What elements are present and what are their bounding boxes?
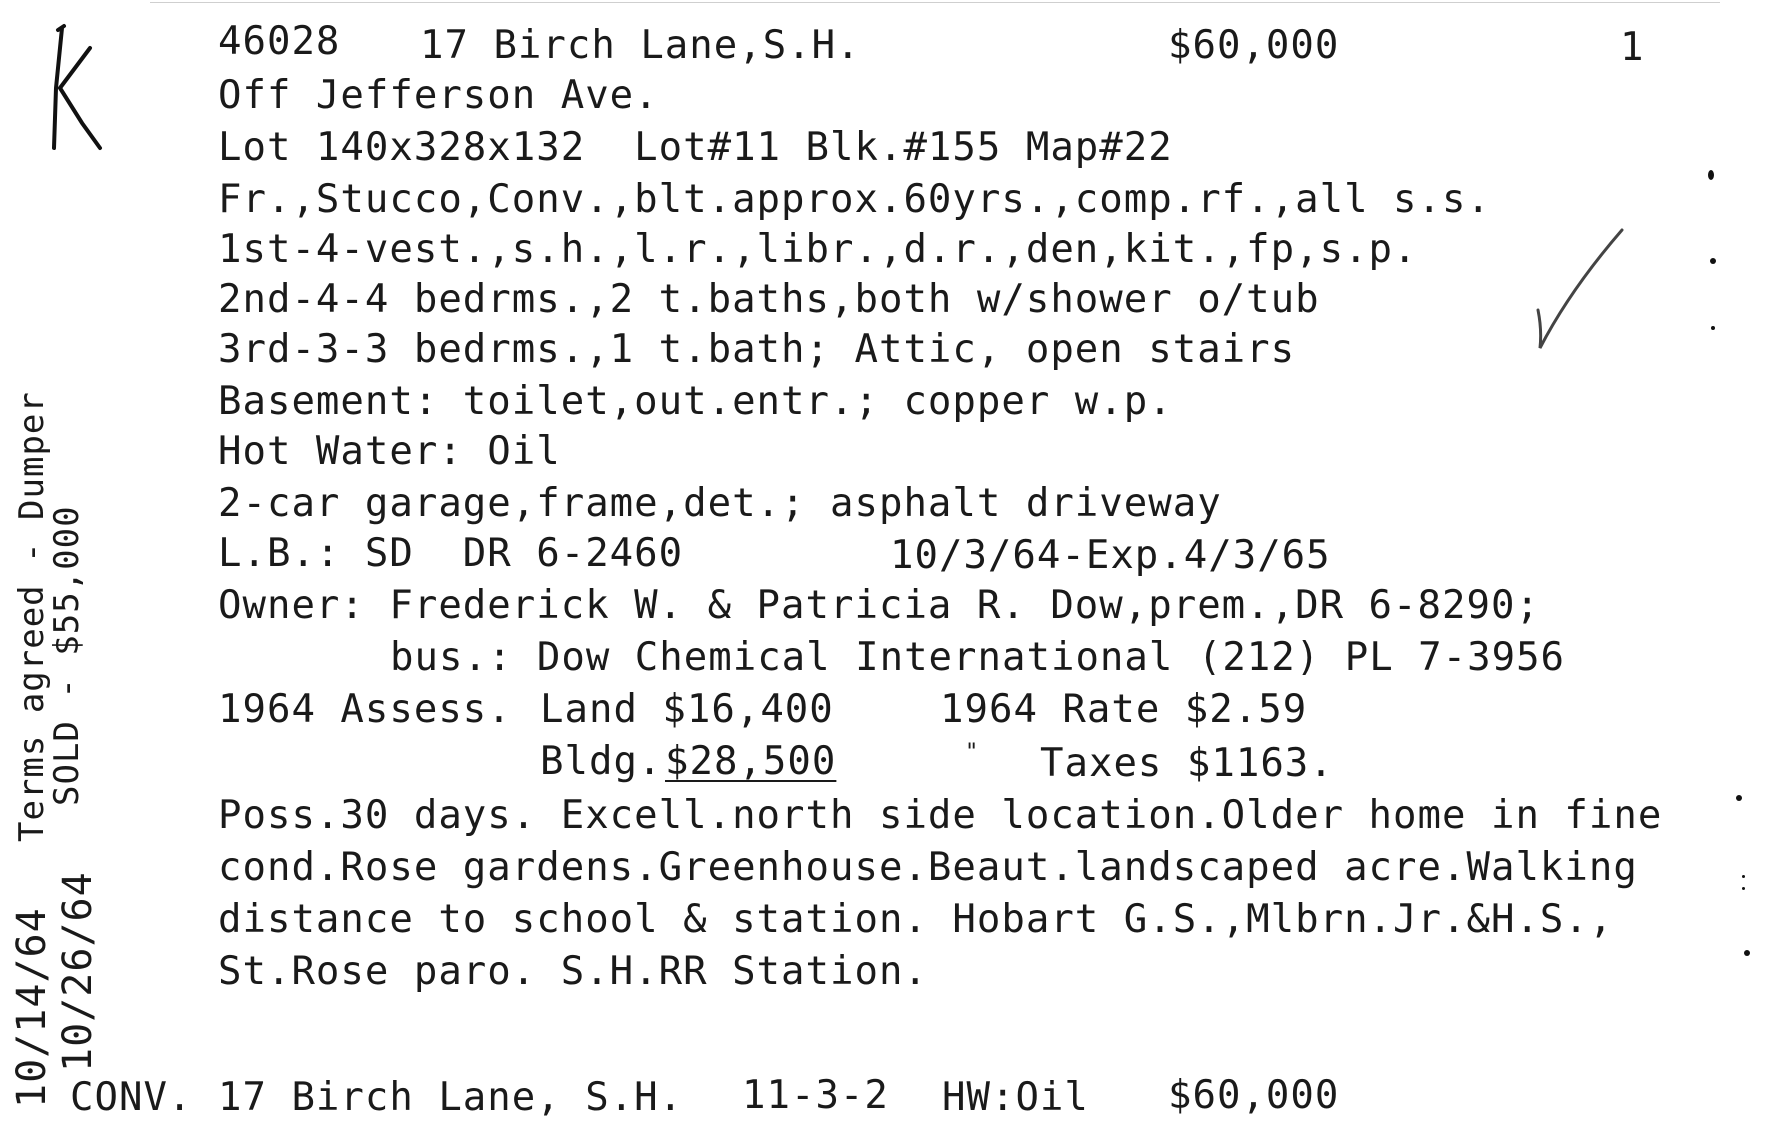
detail-line-second-floor: 2nd-4-4 bedrms.,2 t.baths,both w/shower o/tub (218, 277, 1320, 322)
check-mark-icon (1520, 220, 1630, 360)
footer-type: CONV. (70, 1075, 193, 1120)
owner-business: bus.: Dow Chemical International (212) PL 7-3956 (390, 635, 1566, 680)
listing-number: 46028 (218, 19, 341, 64)
remarks-line: cond.Rose gardens.Greenhouse.Beaut.landscaped acre.Walking (218, 845, 1638, 890)
detail-line-location: Off Jefferson Ave. (218, 73, 659, 118)
taxes: Taxes $1163. (1040, 741, 1334, 786)
detail-line-garage: 2-car garage,frame,det.; asphalt driveway (218, 481, 1222, 526)
owner-line: Owner: Frederick W. & Patricia R. Dow,prem.,DR 6-8290; (218, 583, 1540, 628)
margin-sold-note: SOLD - $55,000 (47, 505, 87, 806)
assessment-bldg-value: $28,500 (665, 739, 837, 784)
detail-line-construction: Fr.,Stucco,Conv.,blt.approx.60yrs.,comp.rf.,all s.s. (218, 177, 1491, 222)
remarks-line: Poss.30 days. Excell.north side location.Older home in fine (218, 793, 1663, 838)
listing-address: 17 Birch Lane,S.H. (420, 23, 861, 68)
card-top-edge (150, 2, 1720, 3)
footer-heat: HW:Oil (942, 1075, 1089, 1120)
margin-date-sold: 10/26/64 (55, 871, 101, 1072)
footer-price: $60,000 (1168, 1073, 1340, 1118)
assessment-label: 1964 Assess. (218, 687, 512, 732)
margin-dot (1710, 258, 1716, 264)
margin-date-listed: 10/14/64 (9, 907, 55, 1108)
listing-dates: 10/3/64-Exp.4/3/65 (890, 533, 1331, 578)
listing-broker: L.B.: SD DR 6-2460 (218, 531, 684, 576)
margin-dot (1708, 170, 1714, 180)
detail-line-lot: Lot 140x328x132 Lot#11 Blk.#155 Map#22 (218, 125, 1173, 170)
listing-price: $60,000 (1168, 23, 1340, 68)
ditto-mark: " (965, 740, 980, 765)
footer-address: 17 Birch Lane, S.H. (218, 1075, 684, 1120)
footer-rooms: 11-3-2 (742, 1073, 889, 1118)
page-number: 1 (1620, 25, 1645, 70)
detail-line-first-floor: 1st-4-vest.,s.h.,l.r.,libr.,d.r.,den,kit.,fp,s.p. (218, 227, 1418, 272)
margin-dot (1742, 887, 1745, 890)
assessment-bldg-label: Bldg. (540, 739, 663, 784)
margin-terms-note: Terms agreed - Dumper (12, 391, 52, 842)
detail-line-hot-water: Hot Water: Oil (218, 429, 561, 474)
margin-dot (1744, 950, 1750, 956)
tax-rate: 1964 Rate $2.59 (940, 687, 1308, 732)
assessment-land: Land $16,400 (540, 687, 834, 732)
margin-dot (1742, 875, 1745, 878)
margin-dot (1711, 326, 1715, 330)
remarks-line: St.Rose paro. S.H.RR Station. (218, 949, 928, 994)
margin-dot (1736, 795, 1742, 801)
handwritten-k-mark (28, 18, 98, 153)
detail-line-basement: Basement: toilet,out.entr.; copper w.p. (218, 379, 1173, 424)
remarks-line: distance to school & station. Hobart G.S.,Mlbrn.Jr.&H.S., (218, 897, 1614, 942)
detail-line-third-floor: 3rd-3-3 bedrms.,1 t.bath; Attic, open stairs (218, 327, 1296, 372)
